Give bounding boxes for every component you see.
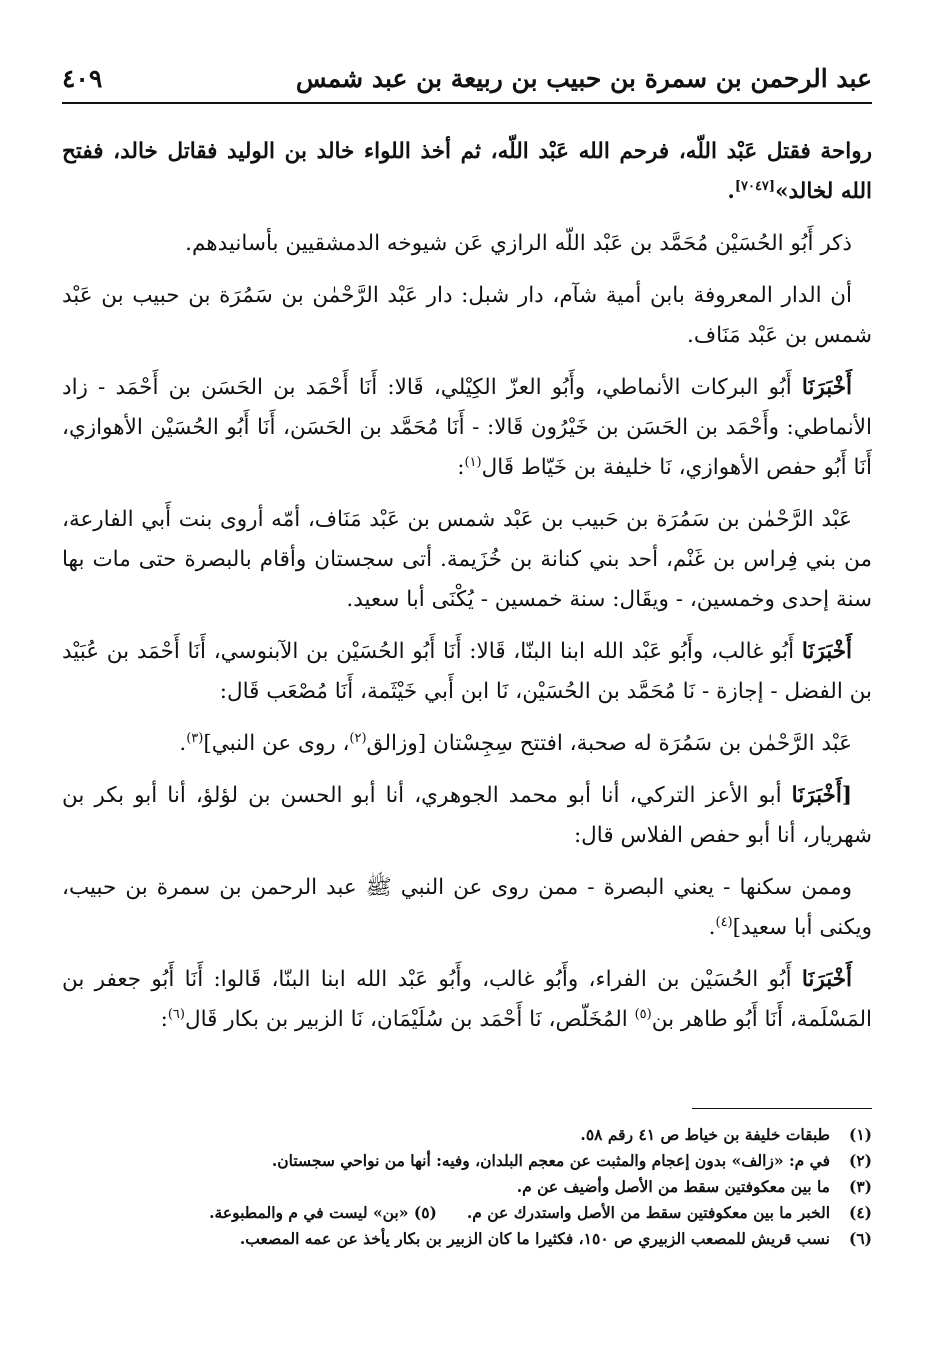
paragraph-4: [62, 368, 872, 488]
paragraph-1: [62, 132, 872, 212]
footnotes: [62, 1122, 872, 1252]
isnad-lead: أَخْبَرَنَا: [801, 967, 852, 992]
footnote-item: [62, 1226, 872, 1252]
paragraph-text: أن الدار المعروفة بابن أمية شآم، دار شبل: دار عَبْد الرَّحْمٰن بن سَمُرَة بن حبيب بن عَبْد شمس بن عَبْد مَنَاف.: [62, 283, 872, 348]
paragraph-7: [62, 724, 872, 764]
footnote-number: (٣): [848, 1177, 872, 1196]
hadith-number: [٧٠٤٧]: [734, 178, 776, 194]
footnote-ref: (٦): [167, 1006, 185, 1022]
footnote-text-a: الخبر ما بين معكوفتين سقط من الأصل واستدرك عن م.: [466, 1203, 830, 1222]
footnote-ref: (٣): [186, 730, 204, 746]
running-title: عبد الرحمن بن سمرة بن حبيب بن ربيعة بن عبد شمس: [295, 64, 872, 93]
footnote-text: نسب قريش للمصعب الزبيري ص ١٥٠، فكثيرا ما كان الزبير بن بكار يأخذ عن عمه المصعب.: [239, 1229, 830, 1248]
paragraph-text: عَبْد الرَّحْمٰن بن سَمُرَة بن حَبيب بن عَبْد شمس بن عَبْد مَنَاف، أمّه أروى بنت أَبي الفارعة، من بني فِراس بن غَنْم، أحد بني كنانة بن خُزَيمة. أتى سجستان وأقام بالبصرة حتى مات بها سنة إحدى وخمسين، - ويقَال: سنة خمسين - يُكْنَى أبا سعيد.: [62, 507, 872, 612]
isnad-lead: أَخْبَرَنَا: [801, 639, 852, 664]
paragraph-text: أَبُو البركات الأنماطي، وأَبُو العزّ الكِيْلي، قَالا: أَنَا أَحْمَد بن الحَسَن بن أَحْمَد - زاد الأنماطي: وأَحْمَد بن الحَسَن بن خَيْرُون قَالا: - أَنَا مُحَمَّد بن الحَسَن، أَنَا أَبُو الحُسَيْن الأهوازي، أَنَا أَبُو حفص الأهوازي، نَا خليفة بن خَيّاط قَال: [62, 375, 872, 480]
footnote-number: (٢): [848, 1151, 872, 1170]
main-text: [62, 132, 872, 1052]
paragraph-tail: المُخَلّص، نَا أَحْمَد بن سُلَيْمَان، نَا الزبير بن بكار قَال: [184, 1007, 635, 1032]
isnad-lead: أَخْبَرَنَا: [801, 375, 852, 400]
page-number: ٤٠٩: [62, 64, 103, 93]
paragraph-text: ذكر أَبُو الحُسَيْن مُحَمَّد بن عَبْد اللّه الرازي عَن شيوخه الدمشقيين بأسانيدهم.: [185, 231, 852, 256]
paragraph-6: [62, 632, 872, 712]
paragraph-tail: .: [727, 179, 735, 204]
footnote-item: [62, 1148, 872, 1174]
paragraph-3: [62, 276, 872, 356]
paragraph-tail: .: [708, 915, 716, 940]
footnote-text: [62, 1200, 830, 1226]
footnote-ref: (١): [464, 454, 482, 470]
paragraph-text: أَبُو غالب، وأَبُو عَبْد الله ابنا البنّا، قَالا: أَنَا أَبُو الحُسَيْن بن الآبنوسي، أَنَا أَحْمَد بن عُبَيْد بن الفضل - إجازة - نَا مُحَمَّد بن الحُسَيْن، نَا ابن أَبي خَيْثَمة، أَنَا مُصْعَب قَال:: [62, 639, 872, 704]
footnote-item: [62, 1122, 872, 1148]
footnote-number: (٤): [848, 1203, 872, 1222]
footnote-ref: (٥): [634, 1006, 652, 1022]
footnote-number: (١): [848, 1125, 872, 1144]
footnote-divider: [692, 1108, 872, 1109]
paragraph-text: وممن سكنها - يعني البصرة - ممن روى عن النبي ﷺ عبد الرحمن بن سمرة بن حبيب، ويكنى أبا سعيد]: [62, 875, 872, 940]
isnad-lead: [أَخْبَرَنَا: [791, 783, 852, 808]
page-header: [62, 58, 872, 104]
footnote-text: في م: «زالف» بدون إعجام والمثبت عن معجم البلدان، وفيه: أنها من نواحي سجستان.: [271, 1151, 830, 1170]
paragraph-text: أبو الأعز التركي، أنا أبو محمد الجوهري، أنا أبو الحسن بن لؤلؤ، أنا أبو بكر بن شهريار، أنا أبو حفص الفلاس قال:: [62, 783, 872, 848]
paragraph-tail: .: [179, 731, 187, 756]
footnote-text-b: «بن» ليست في م والمطبوعة.: [209, 1203, 409, 1222]
paragraph-text: رواحة فقتل عَبْد اللّه، فرحم الله عَبْد اللّه، ثم أخذ اللواء خالد بن الوليد فقاتل خالد، ففتح الله لخالد»: [62, 139, 872, 204]
paragraph-5: [62, 500, 872, 620]
footnote-number: (٥): [413, 1203, 437, 1222]
footnote-number: (٦): [848, 1229, 872, 1248]
footnote-item: [62, 1174, 872, 1200]
paragraph-tail: ، روى عن النبي]: [203, 731, 350, 756]
footnote-text: ما بين معكوفتين سقط من الأصل وأضيف عن م.: [516, 1177, 830, 1196]
paragraph-tail: :: [160, 1007, 168, 1032]
paragraph-text: أَبُو الحُسَيْن بن الفراء، وأَبُو غالب، وأَبُو عَبْد الله ابنا البنّا، قَالوا: أَنَا أَبُو جعفر بن المَسْلَمة، أَنَا أَبُو طاهر بن: [62, 967, 872, 1032]
paragraph-text: عَبْد الرَّحْمٰن بن سَمُرَة له صحبة، افتتح سِجِسْتان [وزالق: [366, 731, 852, 756]
footnote-ref: (٢): [349, 730, 367, 746]
paragraph-8: [62, 776, 872, 856]
paragraph-10: [62, 960, 872, 1040]
footnote-item: [62, 1200, 872, 1226]
footnote-text: طبقات خليفة بن خياط ص ٤١ رقم ٥٨.: [580, 1125, 830, 1144]
footnote-ref: (٤): [715, 914, 733, 930]
paragraph-tail: :: [457, 455, 465, 480]
paragraph-2: [62, 224, 872, 264]
paragraph-9: [62, 868, 872, 948]
